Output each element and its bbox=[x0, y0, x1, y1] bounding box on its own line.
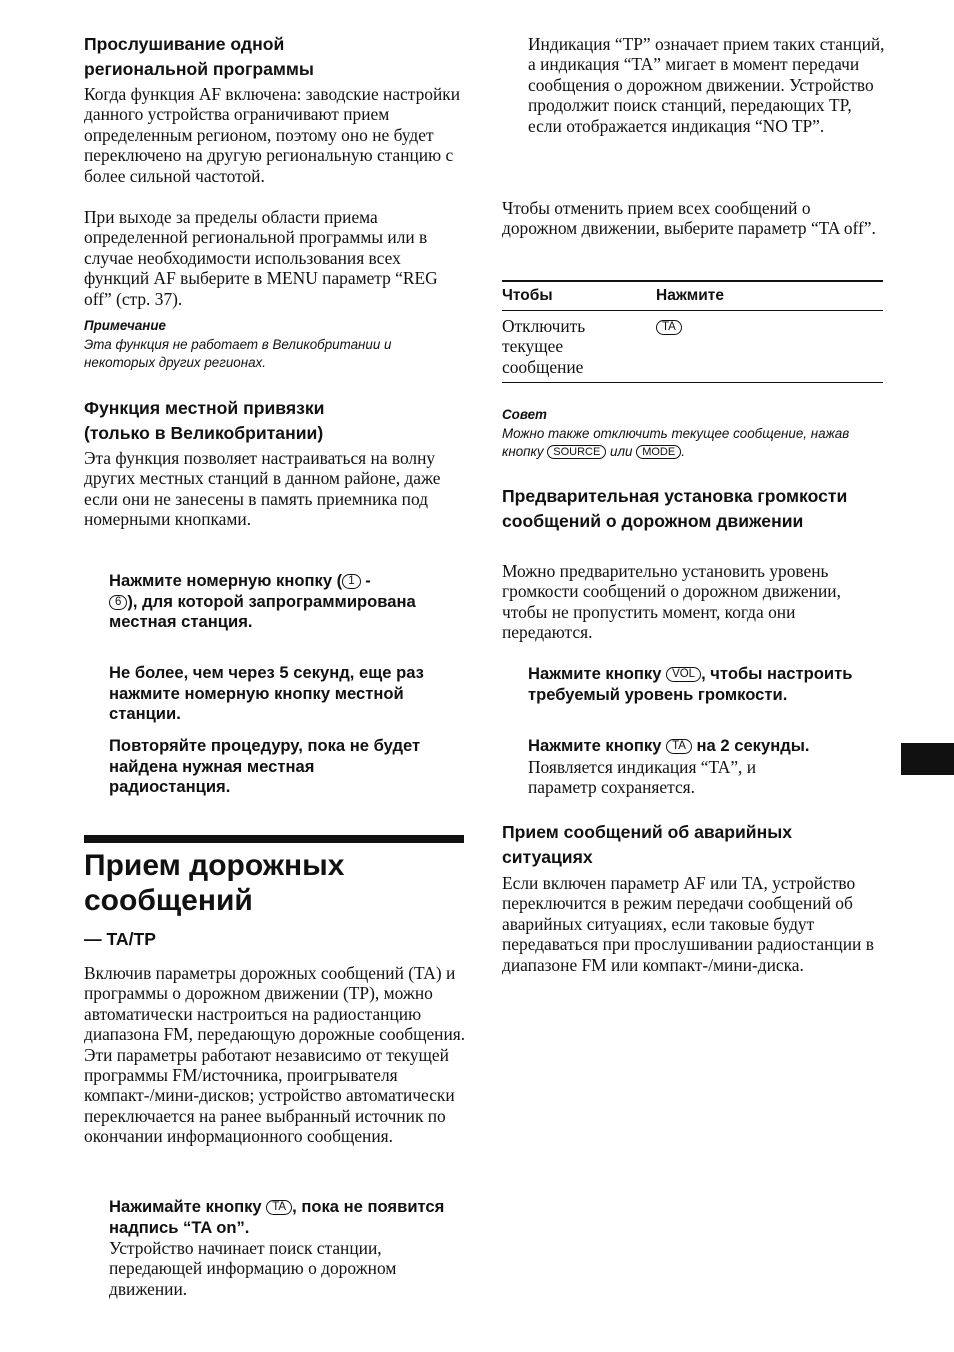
volume-heading: Предварительная установка громкости сообщений о дорожном движении bbox=[502, 486, 848, 531]
local-step-1-text-a: Нажмите номерную кнопку ( bbox=[109, 571, 343, 590]
volume-step-2-text-b: на 2 секунды. bbox=[691, 736, 810, 755]
volume-step-1-text-b: , чтобы настроить требуемый уровень громкости. bbox=[528, 664, 853, 704]
traffic-paragraph: Включив параметры дорожных сообщений (TA) и программы о дорожном движении (TP), можно автоматически настроиться на радиостанцию диапазона FM, передающую дорожные сообщения. Эти параметры работают независимо от текущей программы FM/источника, проигрывателя компакт-/мини-дисков; устройство автоматически переключается на ранее выбранный источник по окончании информационного сообщения. bbox=[84, 963, 466, 1147]
regional-note-title: Примечание bbox=[84, 318, 166, 333]
ta-key-icon: TA bbox=[266, 1200, 292, 1215]
tip-text-b: или bbox=[606, 444, 637, 459]
table-header-row bbox=[502, 282, 883, 311]
traffic-title-line-2: сообщений bbox=[84, 884, 253, 917]
regional-note-text: Эта функция не работает в Великобритании и некоторых других регионах. bbox=[84, 337, 392, 370]
table-cell-action: Отключить текущее сообщение bbox=[502, 316, 586, 377]
volume-paragraph: Можно предварительно установить уровень громкости сообщений о дорожном движении, чтобы не пропустить момент, когда они передаются. bbox=[502, 561, 841, 643]
local-heading-line-2: (только в Великобритании) bbox=[84, 423, 324, 443]
local-step-1-text-b: - bbox=[360, 571, 371, 590]
local-heading-line-1: Функция местной привязки bbox=[84, 398, 325, 418]
traffic-step-result: Устройство начинает поиск станции, передающей информацию о дорожном движении. bbox=[109, 1238, 397, 1299]
traffic-step-text-a: Нажимайте кнопку bbox=[109, 1197, 267, 1216]
traffic-step-text-b: , пока не появится надпись “TA on”. bbox=[109, 1197, 445, 1237]
table-header-col-2: Нажмите bbox=[656, 287, 725, 304]
regional-paragraph-1: Когда функция AF включена: заводские настройки данного устройства ограничивают прием определенным регионом, поэтому оно не будет переключено на другую региональную станцию с более сильной частотой. bbox=[84, 84, 461, 186]
traffic-step bbox=[109, 1197, 459, 1238]
volume-step-2-result: Появляется индикация “TA”, и параметр сохраняется. bbox=[528, 757, 757, 798]
table-cell-key bbox=[656, 316, 682, 382]
regional-heading: Прослушивание одной региональной программы bbox=[84, 34, 314, 79]
section-rule bbox=[84, 835, 464, 843]
traffic-title-line-1: Прием дорожных bbox=[84, 849, 345, 882]
traffic-subtitle: — TA/TP bbox=[84, 929, 156, 949]
emergency-heading: Прием сообщений об аварийных ситуациях bbox=[502, 822, 793, 867]
tip-text-a: Можно также отключить текущее сообщение, нажав кнопку bbox=[502, 426, 850, 459]
mode-key-icon: MODE bbox=[636, 445, 681, 459]
regional-paragraph-2: При выходе за пределы области приема определенной региональной программы или в случае необходимости использования всех функций AF выберите в MENU параметр “REG off” (стр. 37). bbox=[84, 207, 438, 309]
traffic-title bbox=[84, 848, 464, 918]
tip-text-c: . bbox=[681, 444, 685, 459]
volume-step-2 bbox=[528, 736, 908, 757]
local-step-1-text-c: ), для которой запрограммирована местная станция. bbox=[109, 591, 416, 631]
local-step-3: Повторяйте процедуру, пока не будет найдена нужная местная радиостанция. bbox=[109, 736, 421, 796]
preset-1-key-icon: 1 bbox=[342, 574, 360, 589]
local-step-2: Не более, чем через 5 секунд, еще раз нажмите номерную кнопку местной станции. bbox=[109, 663, 424, 723]
emergency-paragraph: Если включен параметр AF или TA, устройство переключится в режим передачи сообщений об аварийных ситуациях, если таковые будут передаваться при прослушивании радиостанции в диапазоне FM или компакт-/мини-диска. bbox=[502, 873, 874, 975]
table-header-col-1: Чтобы bbox=[502, 287, 553, 304]
cancel-paragraph: Чтобы отменить прием всех сообщений о дорожном движении, выберите параметр “TA off”. bbox=[502, 198, 876, 239]
volume-step-1-text-a: Нажмите кнопку bbox=[528, 664, 667, 683]
indication-paragraph: Индикация “TP” означает прием таких станций, а индикация “TA” мигает в момент передачи сообщения о дорожном движении. Устройство продолжит поиск станций, передающих TP, если отображается индикация “NO TP”. bbox=[528, 34, 885, 136]
action-table bbox=[502, 280, 883, 383]
tip-text bbox=[502, 425, 882, 461]
vol-key-icon: VOL bbox=[666, 667, 701, 682]
preset-6-key-icon: 6 bbox=[109, 595, 127, 610]
page-edge-tab bbox=[901, 743, 954, 775]
local-paragraph: Эта функция позволяет настраиваться на волну других местных станций в данном районе, даже если они не занесены в память приемника под номерными кнопками. bbox=[84, 448, 441, 530]
tip-title: Совет bbox=[502, 407, 547, 422]
ta-key-icon: TA bbox=[656, 320, 682, 335]
volume-step-1 bbox=[528, 664, 868, 705]
table-row bbox=[502, 311, 883, 383]
source-key-icon: SOURCE bbox=[547, 445, 606, 459]
volume-step-2-text-a: Нажмите кнопку bbox=[528, 736, 667, 755]
ta-key-icon: TA bbox=[666, 739, 692, 754]
local-heading bbox=[84, 396, 464, 446]
local-step-1 bbox=[109, 571, 459, 633]
